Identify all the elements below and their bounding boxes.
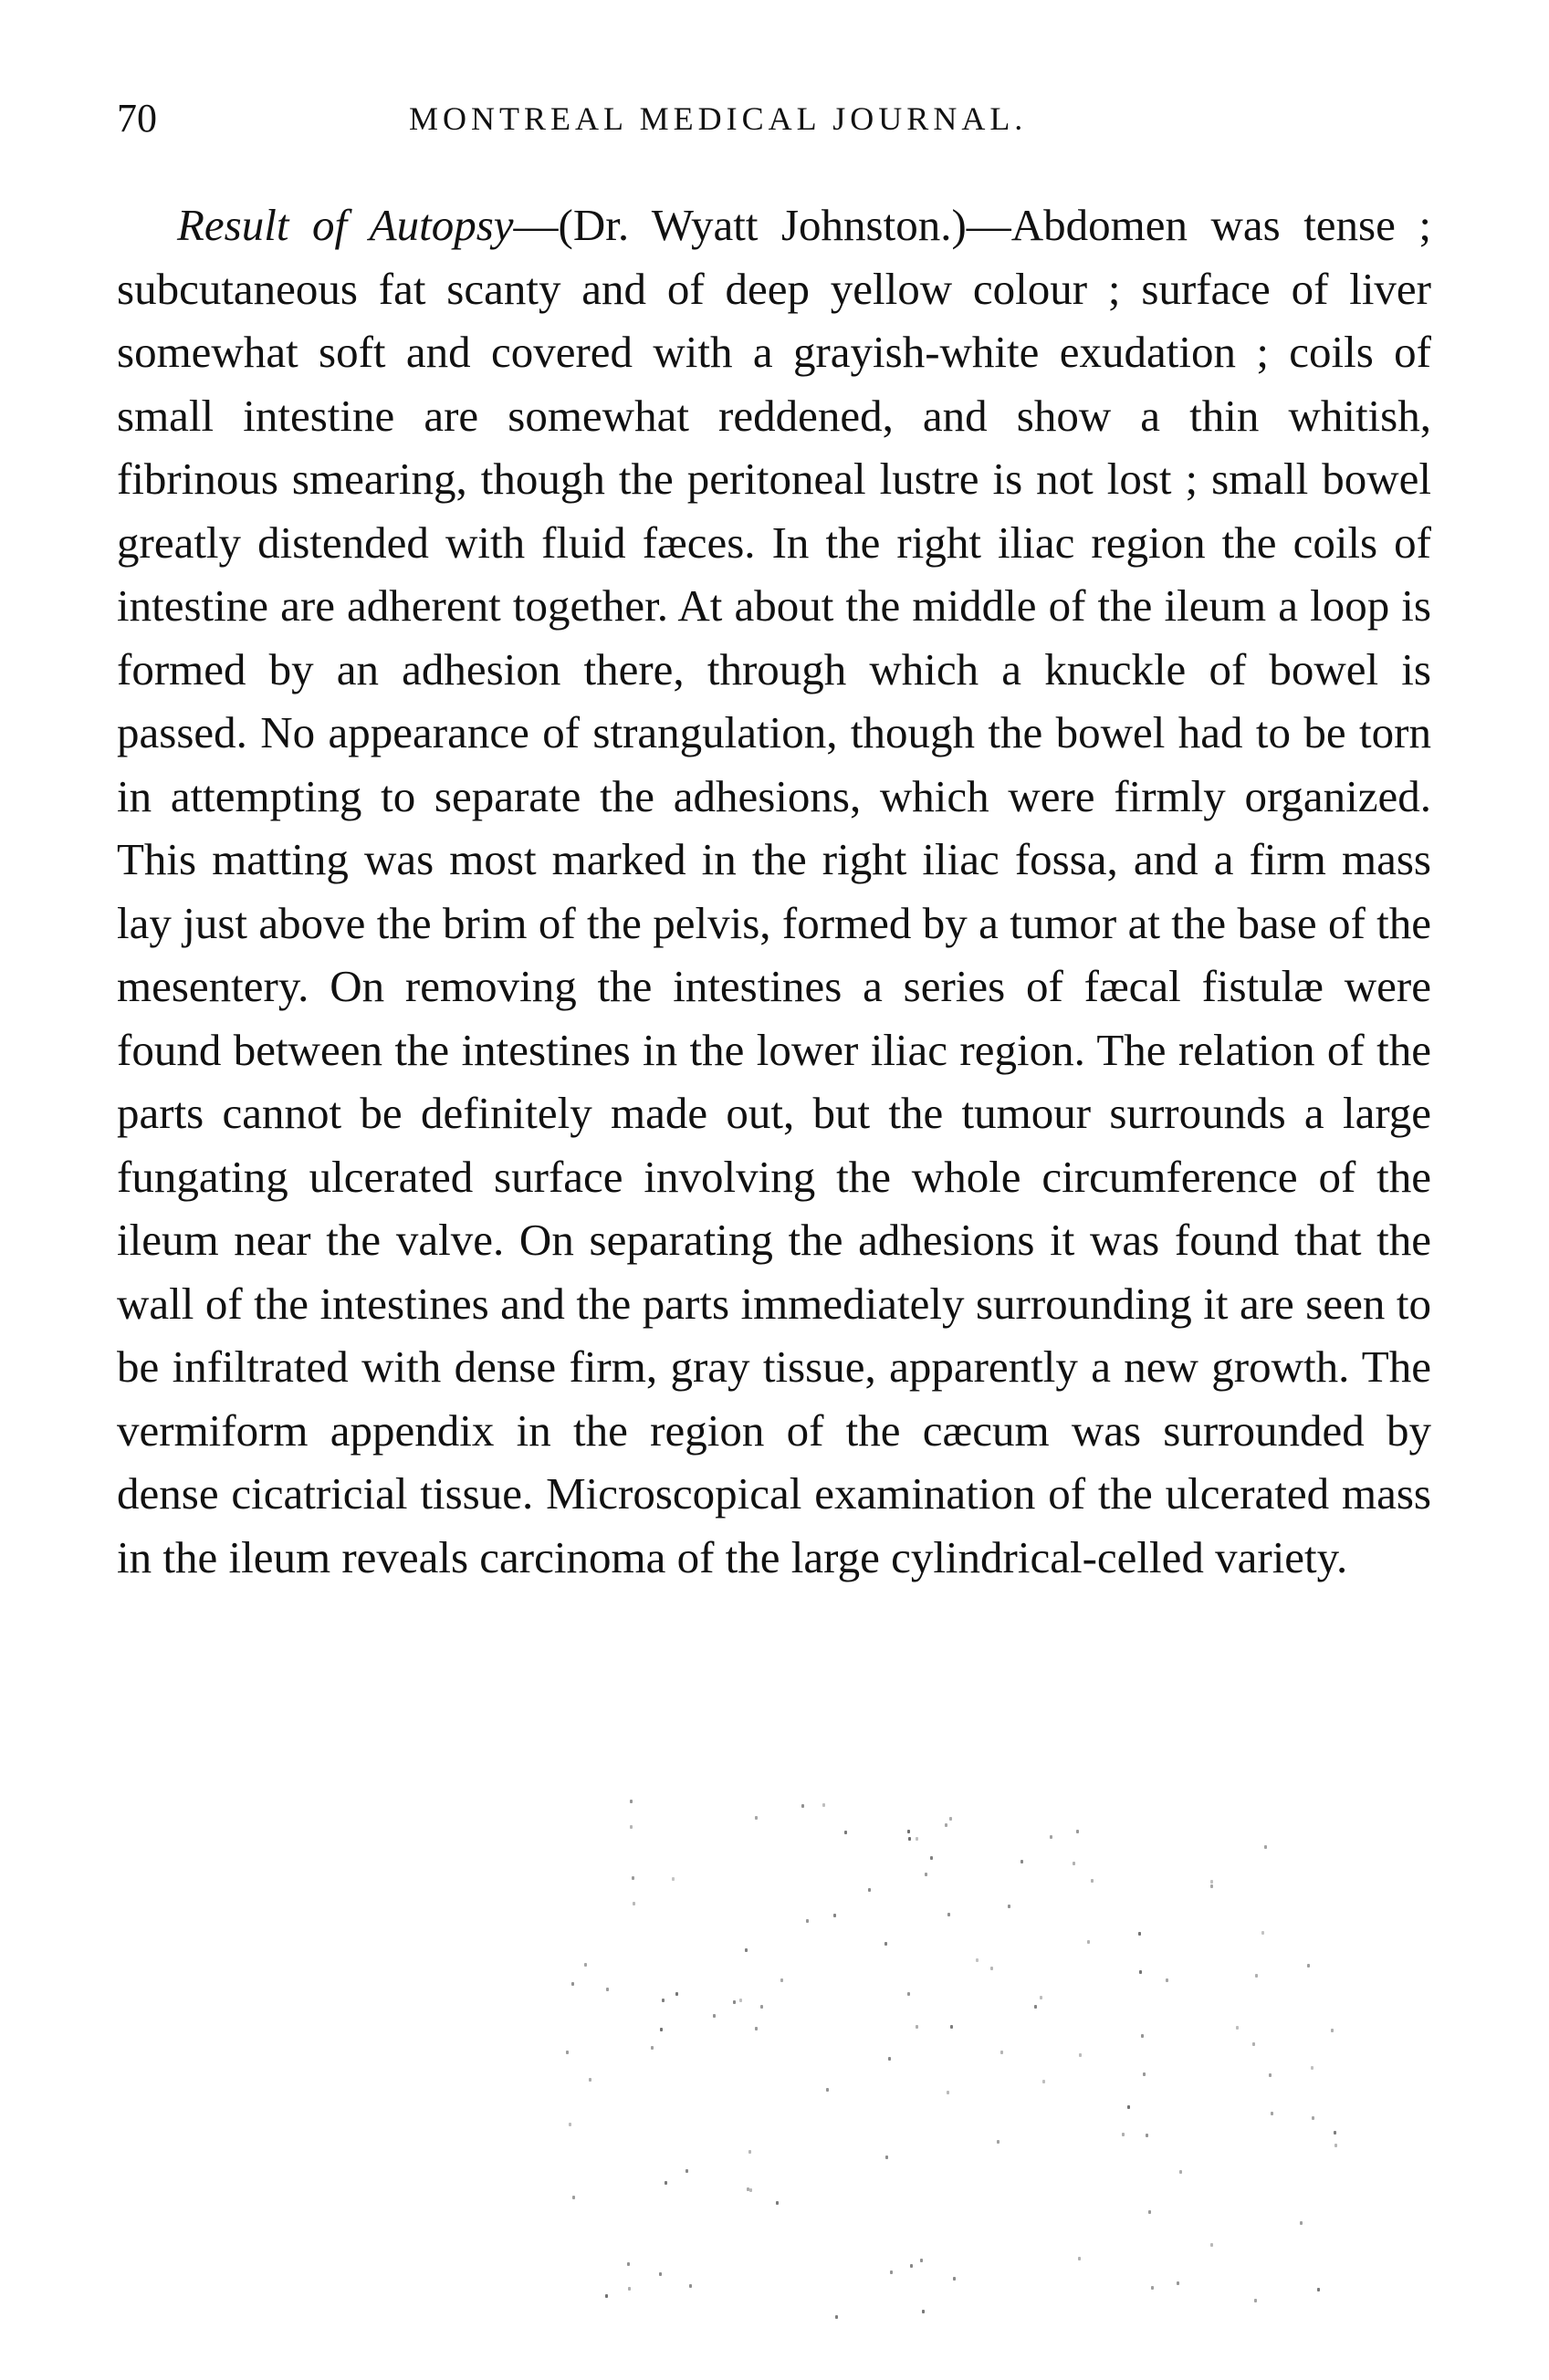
speck (1076, 1830, 1079, 1833)
speck (1210, 1884, 1213, 1888)
speck (953, 2277, 956, 2281)
speck (1141, 2034, 1144, 2038)
speck (1269, 2073, 1272, 2077)
speck (628, 2287, 631, 2291)
speck (1334, 2131, 1336, 2135)
speck (569, 2123, 571, 2126)
speck (844, 1831, 847, 1834)
speck (833, 1914, 836, 1917)
speck (1300, 2221, 1303, 2225)
speck (686, 2169, 688, 2173)
speck (662, 1999, 665, 2002)
speck (1000, 2051, 1003, 2054)
speck (947, 2091, 949, 2094)
speck (826, 2088, 829, 2092)
speck (1087, 1940, 1090, 1944)
speck (672, 1877, 675, 1881)
page-number: 70 (117, 96, 157, 141)
speck (630, 1825, 633, 1829)
speck (890, 2270, 893, 2274)
speck (1210, 1880, 1213, 1884)
speck (1040, 1996, 1042, 1999)
speck (925, 1873, 927, 1876)
speck (1138, 1932, 1141, 1936)
section-heading: Result of Autopsy (177, 200, 514, 250)
speck (739, 1999, 742, 2002)
speck (745, 1948, 748, 1952)
speck (997, 2140, 1000, 2144)
speck (1252, 2042, 1255, 2046)
speck (749, 2188, 752, 2192)
speck (885, 2156, 888, 2159)
speck (1078, 2257, 1081, 2260)
speck (1264, 1845, 1267, 1849)
speck (675, 1992, 678, 1996)
speck (1261, 1931, 1264, 1935)
speck (747, 2187, 749, 2191)
running-head (117, 91, 1431, 146)
speck (945, 1823, 947, 1827)
speck (1127, 2105, 1130, 2109)
speck (1254, 2299, 1257, 2302)
speck (1091, 1879, 1094, 1883)
speck (916, 2025, 918, 2029)
journal-title: MONTREAL MEDICAL JOURNAL. (409, 100, 1028, 137)
speck (1008, 1905, 1010, 1908)
speck (922, 2310, 925, 2313)
speck (976, 1958, 979, 1962)
speck (1151, 2286, 1154, 2290)
speck (1311, 2066, 1314, 2070)
speck (1236, 2026, 1239, 2030)
speck (733, 2000, 736, 2004)
speck (949, 1817, 952, 1821)
speck (713, 2014, 716, 2018)
speck (1210, 2243, 1213, 2247)
speck (659, 2272, 662, 2276)
speck (589, 2078, 591, 2082)
speck (1307, 1964, 1310, 1968)
speck (835, 2315, 838, 2319)
speck (605, 2294, 608, 2298)
speck (632, 1876, 634, 1880)
speck (776, 2201, 779, 2205)
speck (907, 1992, 910, 1996)
speck (760, 2005, 763, 2009)
speck (606, 1988, 609, 1991)
speck (910, 2264, 913, 2268)
speck (665, 2181, 667, 2185)
speck (689, 2284, 692, 2288)
speck (806, 1919, 809, 1923)
bleed-through-specks (566, 1789, 1351, 2336)
speck (916, 1837, 918, 1841)
speck (571, 1982, 574, 1986)
autopsy-paragraph (117, 193, 1431, 1589)
speck (1139, 1970, 1142, 1974)
speck (651, 2046, 654, 2050)
paragraph-body: Abdomen was tense ; subcutaneous fat scanty and of deep yellow colour ; surface of liver somewhat soft and covered with a grayish-white exudation ; coils of small intestine are somewhat reddened, and show a thin whitish, fibrinous smearing, though the peritoneal lustre is not lost ; small bowel greatly distended with fluid fæces. In the right iliac region the coils of intestine are adherent together. At about the middle of the ileum a loop is formed by an adhesion there, through which a knuckle of bowel is passed. No appearance of strangulation, though the bowel had to be torn in attempting to separate the adhesions, which were firmly organized. This matting was most marked in the right iliac fossa, and a firm mass lay just above the brim of the pelvis, formed by a tumor at the base of the mesentery. On removing the intestines a series of fæcal fistulæ were found between the intestines in the lower iliac region. The relation of the parts cannot be definitely made out, but the tumour surrounds a large fungating ulcerated surface involving the whole circumference of the ileum near the valve. On separating the adhesions it was found that the wall of the intestines and the parts immediately surrounding it are seen to be infiltrated with dense firm, gray tissue, apparently a new growth. The vermiform appendix in the region of the cæcum was surrounded by dense cicatricial tissue. Microscopical examination of the ulcerated mass in the ileum reveals carcinoma of the large cylindrical-celled variety. (117, 200, 1431, 1582)
speck (908, 1837, 911, 1841)
speck (920, 2259, 923, 2262)
speck (1042, 2080, 1045, 2083)
speck (633, 1902, 635, 1905)
speck (1034, 2005, 1037, 2009)
speck (1122, 2133, 1125, 2136)
speck (660, 2028, 663, 2031)
speck (1166, 1978, 1168, 1982)
speck (888, 2057, 891, 2061)
speck (755, 1816, 758, 1820)
speck (1050, 1835, 1052, 1839)
speck (801, 1804, 804, 1808)
speck (1312, 2116, 1314, 2120)
speck (566, 2051, 569, 2054)
speck (1146, 2134, 1148, 2137)
attribution: —(Dr. Wyatt Johnston.)— (513, 200, 1011, 250)
speck (947, 1913, 950, 1916)
speck (1317, 2288, 1320, 2291)
speck (584, 1963, 587, 1967)
speck (907, 1830, 910, 1833)
speck (748, 2150, 751, 2154)
speck (1177, 2281, 1179, 2285)
speck (1255, 1974, 1258, 1978)
speck (780, 1978, 783, 1982)
speck (1271, 2112, 1273, 2115)
speck (868, 1888, 871, 1892)
speck (1143, 2072, 1146, 2076)
speck (990, 1967, 993, 1970)
speck (884, 1942, 887, 1946)
speck (755, 2027, 758, 2030)
speck (1179, 2170, 1182, 2174)
speck (1079, 2053, 1082, 2057)
speck (572, 2196, 575, 2199)
speck (1073, 1862, 1075, 1865)
speck (1148, 2210, 1151, 2214)
speck (822, 1803, 825, 1807)
speck (1334, 2144, 1337, 2147)
speck (930, 1856, 933, 1860)
speck (630, 1800, 633, 1803)
speck (950, 2025, 953, 2029)
speck (627, 2262, 630, 2266)
speck (1331, 2029, 1334, 2032)
speck (1020, 1860, 1023, 1863)
